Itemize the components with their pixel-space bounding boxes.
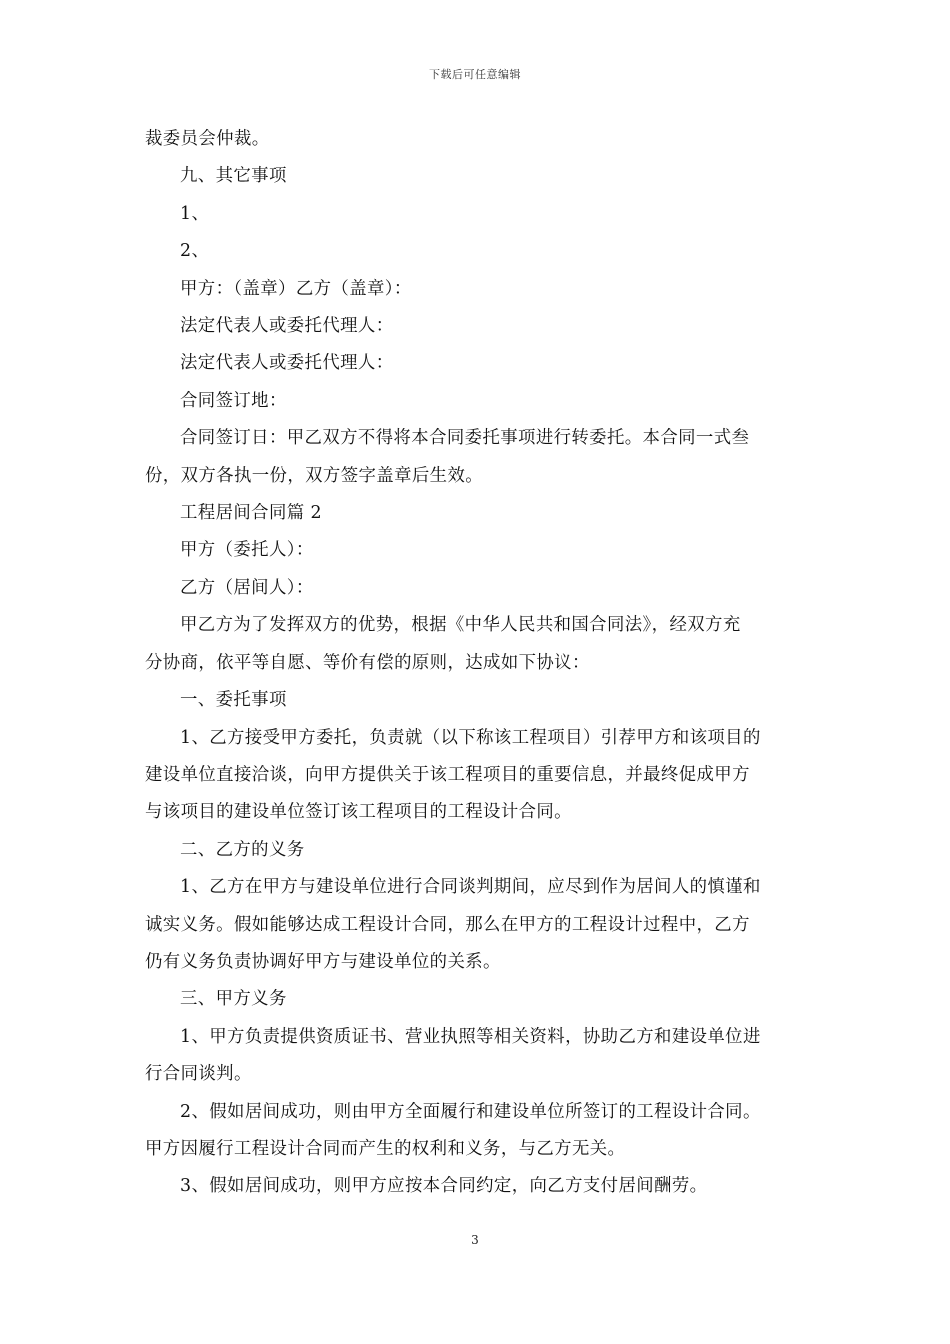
paragraph-line: 1、 bbox=[180, 203, 210, 224]
paragraph bbox=[145, 271, 807, 308]
paragraph bbox=[145, 869, 807, 981]
paragraph bbox=[145, 158, 807, 195]
paragraph bbox=[145, 682, 807, 719]
paragraph-line: 三、甲方义务 bbox=[180, 989, 287, 1010]
paragraph-line: 1、乙方接受甲方委托，负责就（以下称该工程项目）引荐甲方和该项目的 bbox=[180, 727, 761, 748]
paragraph bbox=[145, 308, 807, 345]
paragraph-line: 二、乙方的义务 bbox=[180, 839, 305, 860]
paragraph-line: 仍有义务负责协调好甲方与建设单位的关系。 bbox=[145, 951, 501, 972]
paragraph bbox=[145, 345, 807, 382]
paragraph-line: 建设单位直接洽谈，向甲方提供关于该工程项目的重要信息，并最终促成甲方 bbox=[145, 764, 750, 785]
paragraph-line: 合同签订地： bbox=[180, 390, 287, 411]
paragraph-line: 工程居间合同篇 2 bbox=[180, 503, 322, 524]
paragraph-line: 2、假如居间成功，则由甲方全面履行和建设单位所签订的工程设计合同。 bbox=[180, 1101, 761, 1122]
paragraph bbox=[145, 832, 807, 869]
paragraph-line: 乙方（居间人）： bbox=[180, 577, 314, 598]
paragraph-line: 与该项目的建设单位签订该工程项目的工程设计合同。 bbox=[145, 802, 572, 823]
paragraph bbox=[145, 607, 807, 682]
paragraph-line: 诚实义务。假如能够达成工程设计合同，那么在甲方的工程设计过程中，乙方 bbox=[145, 914, 750, 935]
paragraph-line: 法定代表人或委托代理人： bbox=[180, 316, 394, 337]
paragraph bbox=[145, 532, 807, 569]
paragraph-line: 一、委托事项 bbox=[180, 690, 287, 711]
paragraph-line: 法定代表人或委托代理人： bbox=[180, 353, 394, 374]
paragraph-line: 分协商，依平等自愿、等价有偿的原则，达成如下协议： bbox=[145, 652, 590, 673]
paragraph-line: 1、乙方在甲方与建设单位进行合同谈判期间，应尽到作为居间人的慎谨和 bbox=[180, 877, 761, 898]
paragraph bbox=[145, 233, 807, 270]
paragraph-line: 甲方（委托人）： bbox=[180, 540, 314, 561]
paragraph bbox=[145, 196, 807, 233]
document-body bbox=[145, 121, 807, 1206]
paragraph-line: 合同签订日：甲乙双方不得将本合同委托事项进行转委托。本合同一式叁 bbox=[180, 428, 750, 449]
paragraph-line: 份，双方各执一份，双方签字盖章后生效。 bbox=[145, 465, 484, 486]
paragraph bbox=[145, 383, 807, 420]
page-number: 3 bbox=[471, 1233, 479, 1247]
paragraph bbox=[145, 981, 807, 1018]
paragraph bbox=[145, 1168, 807, 1205]
paragraph bbox=[145, 1019, 807, 1094]
paragraph bbox=[145, 720, 807, 832]
paragraph bbox=[145, 495, 807, 532]
paragraph-line: 3、假如居间成功，则甲方应按本合同约定，向乙方支付居间酬劳。 bbox=[180, 1176, 708, 1197]
paragraph-line: 2、 bbox=[180, 241, 210, 262]
paragraph bbox=[145, 570, 807, 607]
paragraph-line: 行合同谈判。 bbox=[145, 1064, 252, 1085]
paragraph-line: 甲乙方为了发挥双方的优势，根据《中华人民共和国合同法》，经双方充 bbox=[180, 615, 741, 636]
paragraph-line: 甲方因履行工程设计合同而产生的权利和义务，与乙方无关。 bbox=[145, 1138, 626, 1159]
paragraph bbox=[145, 420, 807, 495]
paragraph bbox=[145, 121, 807, 158]
paragraph-line: 甲方：（盖章）乙方（盖章）： bbox=[180, 278, 412, 299]
page-header: 下载后可任意编辑 bbox=[429, 68, 521, 81]
paragraph-line: 九、其它事项 bbox=[180, 166, 287, 187]
paragraph-line: 裁委员会仲裁。 bbox=[145, 129, 270, 149]
paragraph bbox=[145, 1094, 807, 1169]
paragraph-line: 1、甲方负责提供资质证书、营业执照等相关资料，协助乙方和建设单位进 bbox=[180, 1026, 761, 1047]
